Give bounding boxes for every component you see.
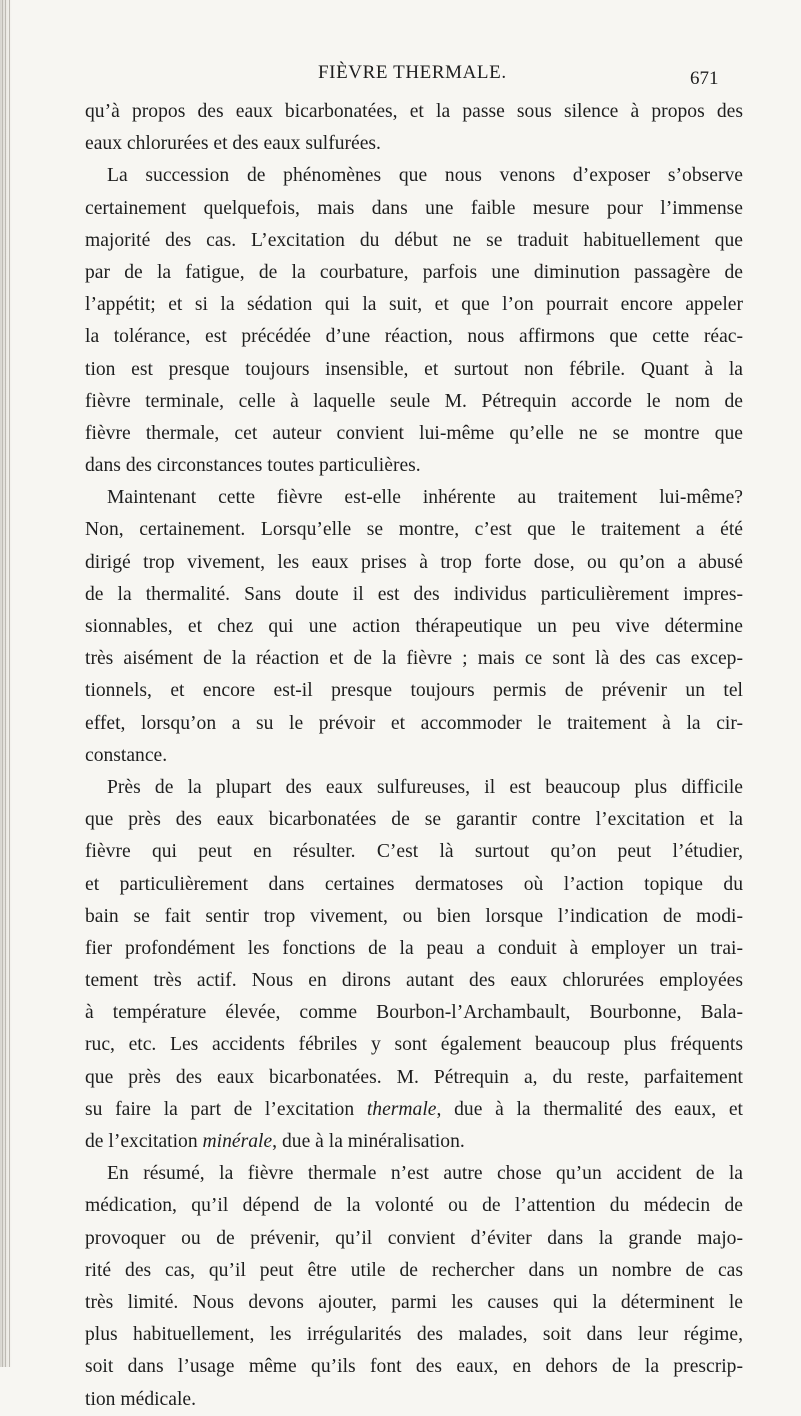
text-line: très aisément de la réaction et de la fièvre ; mais ce sont là des cas excep- bbox=[85, 648, 743, 670]
binding-line bbox=[5, 0, 6, 1367]
text-line: Près de la plupart des eaux sulfureuses, il est beaucoup plus difficile bbox=[107, 776, 743, 798]
text-line bbox=[85, 1126, 743, 1158]
text-line: tion médicale. bbox=[85, 1388, 196, 1410]
text-line: tionnels, et encore est-il presque toujours permis de prévenir un tel bbox=[85, 680, 743, 702]
page-number: 671 bbox=[690, 68, 719, 89]
italic-term: thermale bbox=[366, 1098, 437, 1120]
page-binding-edge bbox=[0, 0, 12, 1367]
binding-line bbox=[2, 0, 3, 1367]
text-line: fièvre thermale, cet auteur convient lui-même qu’elle ne se montre que bbox=[85, 422, 743, 444]
binding-line bbox=[9, 0, 10, 1367]
text-line: ruc, etc. Les accidents fébriles y sont également beaucoup plus fréquents bbox=[85, 1034, 743, 1056]
text-line: tement très actif. Nous en dirons autant des eaux chlorurées employées bbox=[85, 970, 743, 992]
text-segment: su faire la part de l’excitation bbox=[85, 1098, 367, 1120]
text-line: soit dans l’usage même qu’ils font des eaux, en dehors de la prescrip- bbox=[85, 1356, 743, 1378]
text-line: l’appétit; et si la sédation qui la suit, et que l’on pourrait encore appeler bbox=[85, 294, 743, 316]
text-line: constance. bbox=[85, 744, 168, 766]
text-line: fièvre terminale, celle à laquelle seule M. Pétrequin accorde le nom de bbox=[85, 390, 743, 412]
text-line: Maintenant cette fièvre est-elle inhérente au traitement lui-même? bbox=[107, 487, 743, 509]
running-title: FIÈVRE THERMALE. bbox=[318, 62, 507, 83]
text-line: La succession de phénomènes que nous venons d’exposer s’observe bbox=[107, 165, 743, 187]
text-line: à température élevée, comme Bourbon-l’Archambault, Bourbonne, Bala- bbox=[85, 1002, 743, 1024]
text-line: certainement quelquefois, mais dans une faible mesure pour l’immense bbox=[85, 197, 743, 219]
text-line: sionnables, et chez qui une action thérapeutique un peu vive détermine bbox=[85, 616, 743, 637]
text-line: dans des circonstances toutes particulières. bbox=[85, 455, 421, 477]
text-line: dirigé trop vivement, les eaux prises à trop forte dose, ou qu’on a abusé bbox=[85, 551, 743, 573]
page-header bbox=[0, 62, 801, 92]
text-line: que près des eaux bicarbonatées de se garantir contre l’excitation et la bbox=[85, 809, 743, 831]
text-line: par de la fatigue, de la courbature, parfois une diminution passagère de bbox=[85, 261, 743, 283]
text-line: que près des eaux bicarbonatées. M. Pétrequin a, du reste, parfaitement bbox=[85, 1066, 743, 1088]
text-line: tion est presque toujours insensible, et surtout non fébrile. Quant à la bbox=[85, 358, 743, 380]
italic-term: minérale bbox=[202, 1131, 273, 1152]
text-line: qu’à propos des eaux bicarbonatées, et la passe sous silence à propos des bbox=[85, 101, 743, 122]
text-line: fièvre qui peut en résulter. C’est là surtout qu’on peut l’étudier, bbox=[85, 841, 743, 863]
text-line: majorité des cas. L’excitation du début ne se traduit habituellement que bbox=[85, 229, 743, 251]
text-line: En résumé, la fièvre thermale n’est autre chose qu’un accident de la bbox=[107, 1163, 743, 1185]
text-line: la tolérance, est précédée d’une réaction, nous affirmons que cette réac- bbox=[85, 326, 743, 348]
text-line: de la thermalité. Sans doute il est des individus particulièrement impres- bbox=[85, 583, 743, 605]
text-segment: , due à la minéralisation. bbox=[272, 1131, 465, 1152]
text-line: bain se fait sentir trop vivement, ou bien lorsque l’indication de modi- bbox=[85, 905, 743, 927]
text-line: très limité. Nous devons ajouter, parmi les causes qui la déterminent le bbox=[85, 1291, 743, 1313]
text-line: plus habituellement, les irrégularités des malades, soit dans leur régime, bbox=[85, 1324, 743, 1346]
text-line: provoquer ou de prévenir, qu’il convient d’éviter dans la grande majo- bbox=[85, 1227, 743, 1249]
text-line: effet, lorsqu’on a su le prévoir et accommoder le traitement à la cir- bbox=[85, 712, 743, 734]
page-body bbox=[85, 96, 743, 1416]
text-line bbox=[85, 1094, 743, 1126]
text-line: eaux chlorurées et des eaux sulfurées. bbox=[85, 133, 381, 155]
text-line: et particulièrement dans certaines dermatoses où l’action topique du bbox=[85, 873, 743, 895]
text-line: médication, qu’il dépend de la volonté ou de l’attention du médecin de bbox=[85, 1195, 743, 1217]
text-line: Non, certainement. Lorsqu’elle se montre, c’est que le traitement a été bbox=[85, 519, 743, 541]
text-line: fier profondément les fonctions de la peau a conduit à employer un trai- bbox=[85, 937, 743, 959]
text-line: rité des cas, qu’il peut être utile de rechercher dans un nombre de cas bbox=[85, 1259, 743, 1281]
text-segment: , due à la thermalité des eaux, et bbox=[436, 1098, 743, 1120]
text-segment: de l’excitation bbox=[85, 1131, 203, 1152]
